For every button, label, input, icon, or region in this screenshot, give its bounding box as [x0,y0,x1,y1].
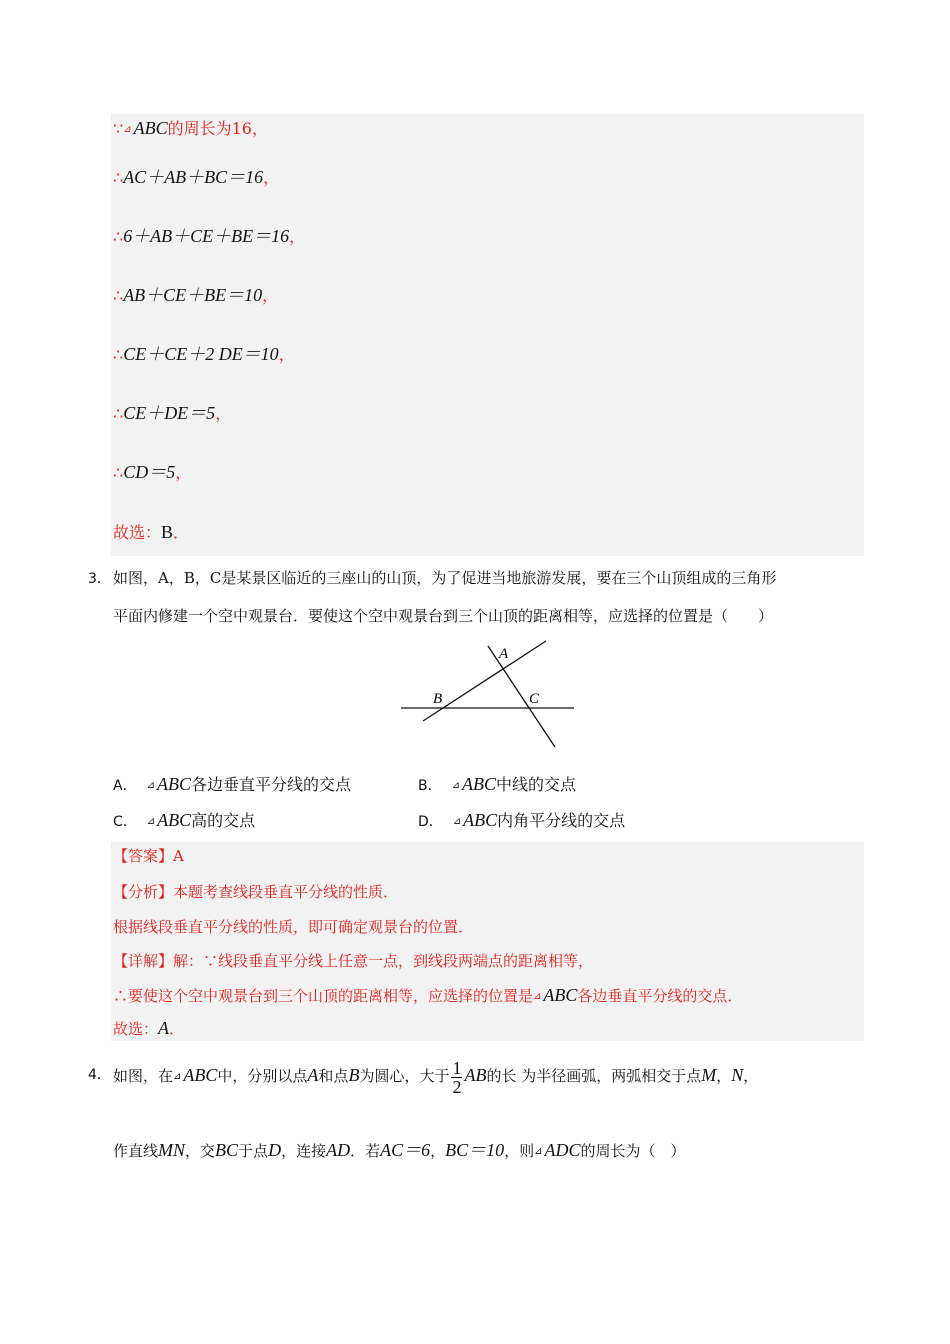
question-3-text-line-2: 平面内修建一个空中观景台．要使这个空中观景台到三个山顶的距离相等，应选择的位置是（ ） [113,607,774,625]
triangle-figure [395,637,580,752]
triangle-icon: ⊿ [451,780,460,791]
answer-line: 【答案】A [113,847,184,865]
triangle-icon: ⊿ [146,816,156,827]
triangle-icon: ⊿ [452,816,462,827]
triangle-icon: ⊿ [173,1071,182,1082]
label-b: B [433,691,443,707]
answer-box-q3 [111,842,864,1041]
question-4-text-line-1: 如图，在⊿ ABC中，分别以点A和点B为圆心，大于 $\frac{1}{2}$ AB的长 为半径画弧，两弧相交于点M，N， [113,1057,759,1097]
solution-line-2: ∴AC＋AB＋BC＝16， [113,167,280,187]
label-c: C [529,691,540,707]
triangle-icon: ⊿ [123,124,132,135]
question-4-text-line-2: 作直线MN，交BC于点D，连接AD．若AC＝6，BC＝10，则⊿ ADC的周长为（ ） [113,1140,686,1160]
fraction-one-half: $\frac{1}{2}$ [452,1057,462,1097]
option-d[interactable]: D． ⊿ ABC内角平分线的交点 [418,810,626,830]
solution-line-4: ∴AB＋CE＋BE＝10， [113,285,279,305]
analysis-line-2: 根据线段垂直平分线的性质，即可确定观景台的位置． [113,918,474,936]
question-4-number: 4． [88,1067,111,1083]
conclusion-line: ∴要使这个空中观景台到三个山顶的距离相等，应选择的位置是⊿ ABC各边垂直平分线的交点． [113,985,743,1005]
question-3-number: 3． [88,571,111,587]
triangle-icon: ⊿ [533,991,542,1002]
solution-line-3: ∴6＋AB＋CE＋BE＝16， [113,226,306,246]
detail-line: 【详解】解：∵线段垂直平分线上任意一点，到线段两端点的距离相等， [113,952,594,970]
solution-choice: 故选：B． [113,522,190,542]
option-a[interactable]: A． ⊿ ABC各边垂直平分线的交点 [113,774,351,794]
solution-line-5: ∴CE＋CE＋2 DE＝10， [113,344,295,364]
line-through-a-b [423,641,546,721]
analysis-line-1: 【分析】本题考查线段垂直平分线的性质． [113,883,399,901]
solution-line-6: ∴CE＋DE＝5， [113,403,232,423]
label-a: A [499,646,509,662]
question-3-text-line-1: 如图，A，B，C是某景区临近的三座山的山顶，为了促进当地旅游发展，要在三个山顶组成的三角形 [113,569,777,587]
triangle-icon: ⊿ [146,780,155,791]
option-b[interactable]: B． ⊿ ABC中线的交点 [418,774,577,794]
triangle-icon: ⊿ [534,1146,543,1157]
solution-line-1: ∵⊿ ABC的周长为16， [113,118,268,138]
option-c[interactable]: C． ⊿ ABC高的交点 [113,810,256,830]
solution-line-7: ∴CD＝5， [113,462,192,482]
q3-choice: 故选：A． [113,1018,185,1038]
